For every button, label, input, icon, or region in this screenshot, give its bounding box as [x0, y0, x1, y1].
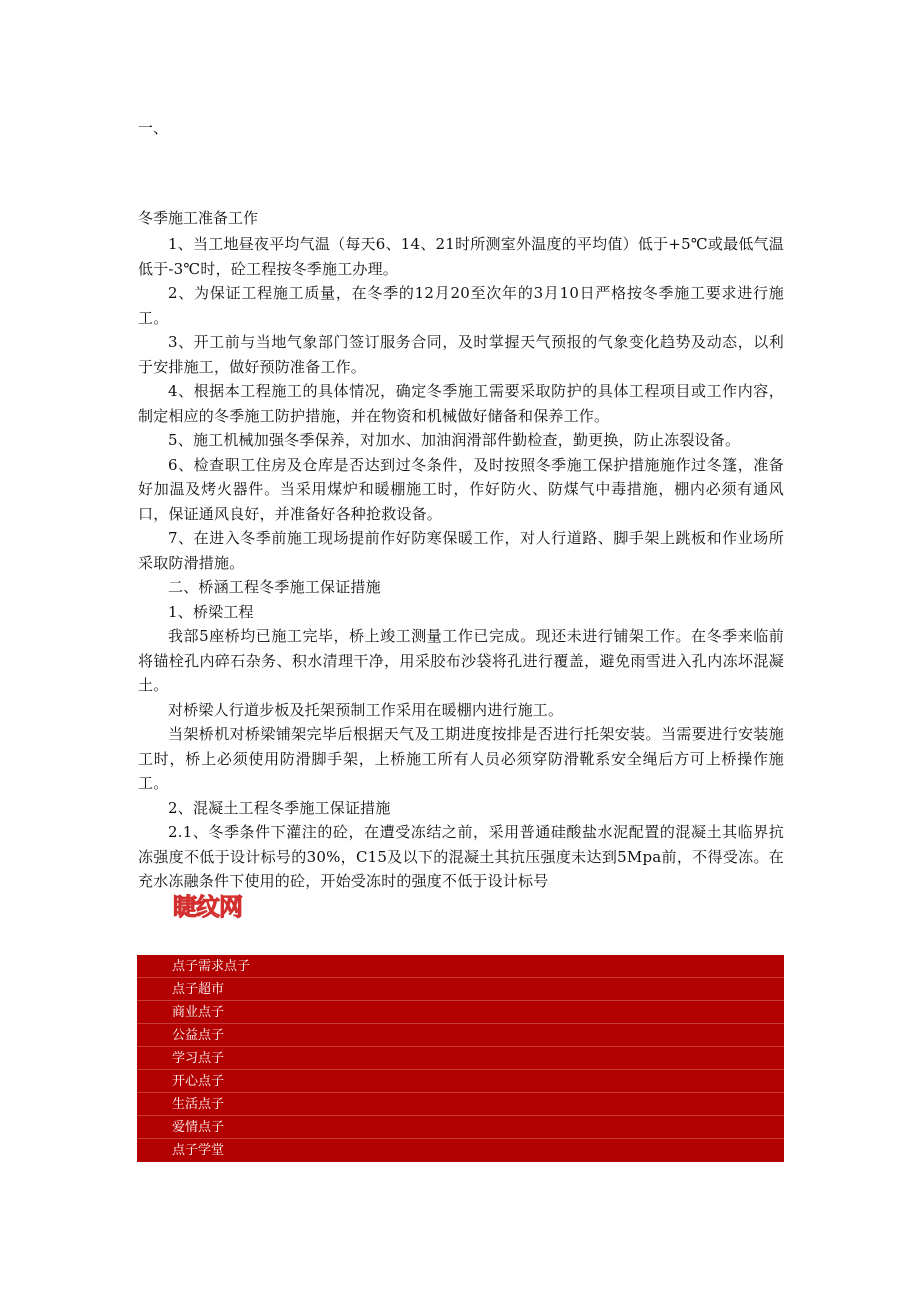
- subsection-heading: 1、桥梁工程: [168, 602, 254, 621]
- site-logo[interactable]: 睫纹网: [173, 893, 242, 921]
- paragraph: 2.1、冬季条件下灌注的砼，在遭受冻结之前，采用普通硅酸盐水泥配置的混凝土其临界抗冻强度不低于设计标号的30%，C15及以下的混凝土其抗压强度未达到5Mpa前，不得受冻。在充水冻融条件下使用的砼，开始受冻时的强度不低于设计标号: [138, 823, 784, 890]
- menu-item-life[interactable]: 生活点子: [137, 1093, 784, 1116]
- menu-item-idea-market[interactable]: 点子超市: [137, 978, 784, 1001]
- paragraph: 6、检查职工住房及仓库是否达到过冬条件，及时按照冬季施工保护措施施作过冬篷，准备好加温及烤火器件。当采用煤炉和暖棚施工时，作好防火、防煤气中毒措施，棚内必须有通风口，保证通风良好，并准备好各种抢救设备。: [138, 455, 784, 523]
- subsection-heading: 2、混凝土工程冬季施工保证措施: [168, 798, 391, 817]
- menu-item-study[interactable]: 学习点子: [137, 1047, 784, 1070]
- paragraph-list: [138, 232, 784, 894]
- paragraph: 7、在进入冬季前施工现场提前作好防寒保暖工作，对人行道路、脚手架上跳板和作业场所采取防滑措施。: [138, 529, 784, 572]
- subsection-heading: 二、桥涵工程冬季施工保证措施: [168, 578, 381, 596]
- paragraph: 3、开工前与当地气象部门签订服务合同，及时掌握天气预报的气象变化趋势及动态，以利于安排施工，做好预防准备工作。: [138, 333, 784, 376]
- section-title: 冬季施工准备工作: [138, 209, 259, 227]
- menu-item-business[interactable]: 商业点子: [137, 1001, 784, 1024]
- menu-item-idea-demand[interactable]: 点子需求点子: [137, 955, 784, 978]
- paragraph: 当架桥机对桥梁铺架完毕后根据天气及工期进度按排是否进行托架安装。当需要进行安装施工时，桥上必须使用防滑脚手架，上桥施工所有人员必须穿防滑靴系安全绳后方可上桥操作施工。: [138, 725, 784, 792]
- paragraph: 1、当工地昼夜平均气温（每天6、14、21时所测室外温度的平均值）低于+5℃或最低气温低于-3℃时，砼工程按冬季施工办理。: [138, 235, 784, 278]
- menu-item-love[interactable]: 爱情点子: [137, 1116, 784, 1139]
- document-heading-number: 一、: [138, 119, 169, 137]
- menu-item-public-welfare[interactable]: 公益点子: [137, 1024, 784, 1047]
- category-menu: [137, 955, 784, 1162]
- paragraph: 5、施工机械加强冬季保养，对加水、加油润滑部件勤检查，勤更换，防止冻裂设备。: [168, 431, 741, 449]
- paragraph: 2、为保证工程施工质量，在冬季的12月20至次年的3月10日严格按冬季施工要求进行施工。: [138, 284, 784, 327]
- paragraph: 我部5座桥均已施工完毕，桥上竣工测量工作已完成。现还未进行铺架工作。在冬季来临前将锚栓孔内碎石杂务、积水清理干净，用采胶布沙袋将孔进行覆盖，避免雨雪进入孔内冻坏混凝土。: [138, 627, 784, 694]
- paragraph: 4、根据本工程施工的具体情况，确定冬季施工需要采取防护的具体工程项目或工作内容，制定相应的冬季施工防护措施，并在物资和机械做好储备和保养工作。: [138, 382, 784, 425]
- menu-item-idea-school[interactable]: 点子学堂: [172, 1143, 225, 1158]
- paragraph: 对桥梁人行道步板及托架预制工作采用在暖棚内进行施工。: [168, 700, 564, 719]
- menu-item-fun[interactable]: 开心点子: [137, 1070, 784, 1093]
